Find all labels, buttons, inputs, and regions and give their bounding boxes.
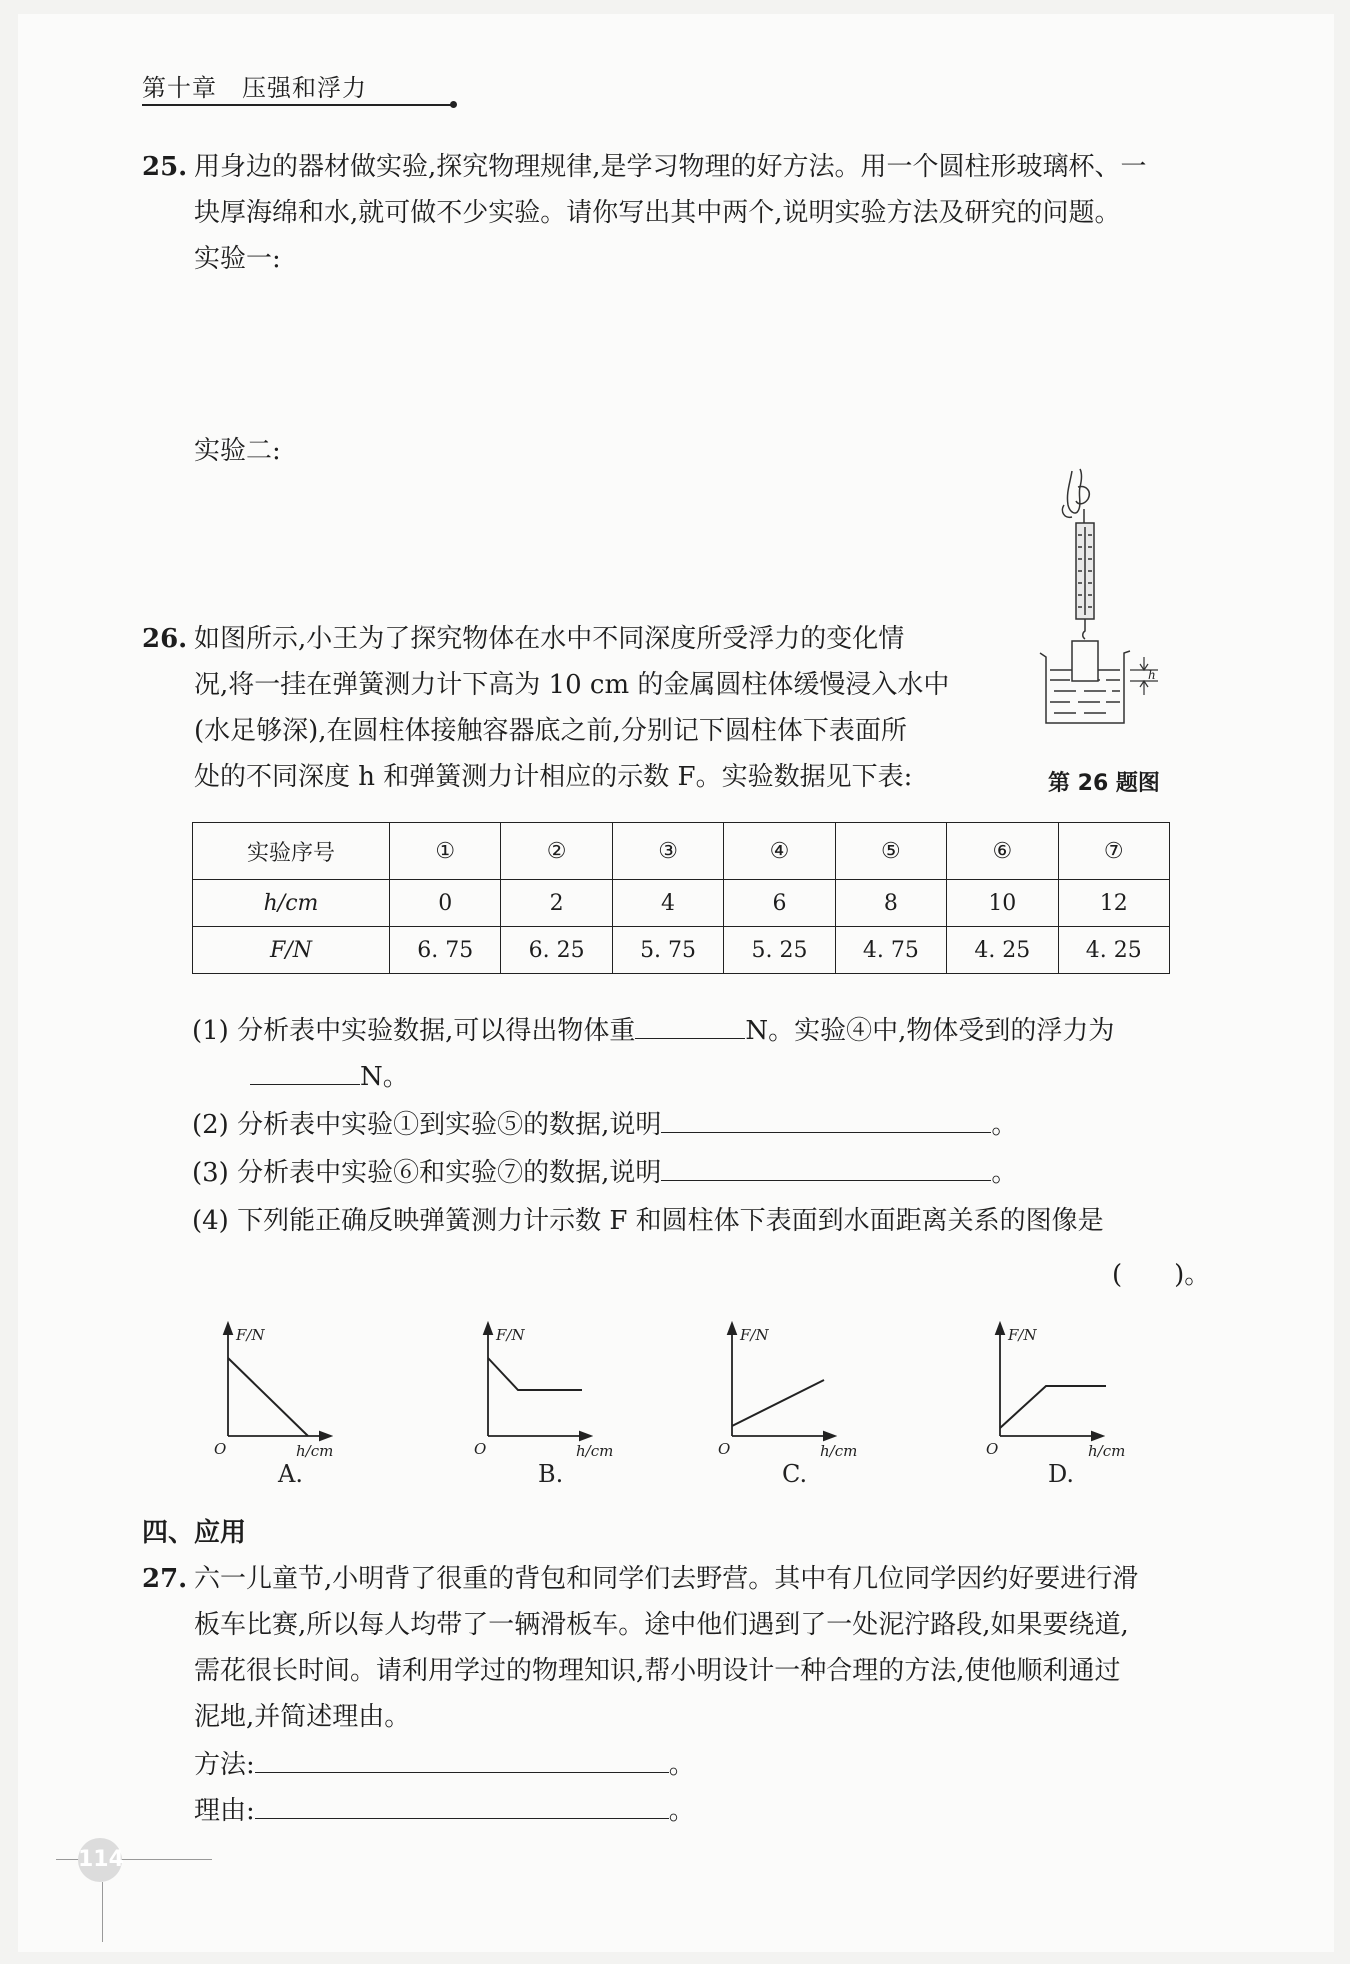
trial-cell: ①	[390, 823, 501, 880]
trial-cell: ⑦	[1058, 823, 1169, 880]
q26-line-3: (水足够深),在圆柱体接触容器底之前,分别记下圆柱体下表面所	[194, 716, 907, 746]
q26-sub3	[192, 1150, 1017, 1196]
q26-sub4: (4) 下列能正确反映弹簧测力计示数 F 和圆柱体下表面到水面距离关系的图像是	[192, 1206, 1104, 1236]
q26-number: 26.	[142, 624, 188, 654]
q26-line-1: 如图所示,小王为了探究物体在水中不同深度所受浮力的变化情	[194, 624, 905, 654]
h-cell: 2	[501, 880, 612, 927]
h-cell: 0	[390, 880, 501, 927]
f-cell: 4. 25	[947, 927, 1058, 974]
q26-sub1-blank-buoyancy[interactable]	[250, 1054, 360, 1085]
f-cell: 5. 75	[612, 927, 723, 974]
q27-method-end: 。	[668, 1750, 695, 1780]
page-number: 114	[78, 1838, 122, 1882]
graph-d-origin: O	[986, 1440, 999, 1458]
row-header-trial: 实验序号	[193, 823, 390, 880]
q26-sub1-part-a: (1) 分析表中实验数据,可以得出物体重	[192, 1016, 636, 1046]
trial-cell: ②	[501, 823, 612, 880]
h-cell: 8	[835, 880, 946, 927]
h-cell: 12	[1058, 880, 1169, 927]
q26-sub3-blank[interactable]	[661, 1150, 991, 1181]
table-row-trial	[193, 823, 1170, 880]
hand-icon	[1062, 469, 1089, 517]
graph-c-y-label: F/N	[740, 1326, 769, 1344]
figure-h-label: h	[1148, 668, 1156, 682]
table-row-h	[193, 880, 1170, 927]
q25-text	[194, 144, 1147, 282]
graph-b-option-label: B.	[538, 1460, 564, 1488]
graph-d[interactable]	[986, 1326, 1125, 1488]
graph-b-y-label: F/N	[496, 1326, 525, 1344]
h-cell: 6	[724, 880, 835, 927]
q26-sub2	[192, 1102, 1017, 1148]
header-rule-dot	[450, 101, 457, 108]
cylinder-icon	[1072, 641, 1098, 681]
q26-figure-caption: 第 26 题图	[1048, 771, 1160, 796]
f-cell: 6. 25	[501, 927, 612, 974]
q26-data-table	[192, 822, 1170, 974]
q26-sub1-blank-weight[interactable]	[635, 1008, 745, 1039]
graph-a-y-label: F/N	[236, 1326, 265, 1344]
section-title: 四、应用	[142, 1518, 247, 1548]
q26-sub1-part-c: N。	[360, 1062, 409, 1092]
graph-a-origin: O	[214, 1440, 227, 1458]
q25-line-2: 块厚海绵和水,就可做不少实验。请你写出其中两个,说明实验方法及研究的问题。	[194, 198, 1121, 228]
q26-line-2: 况,将一挂在弹簧测力计下高为 10 cm 的金属圆柱体缓慢浸入水中	[194, 670, 950, 700]
q27-method-blank[interactable]	[255, 1742, 669, 1773]
trial-cell: ⑥	[947, 823, 1058, 880]
graph-d-option-label: D.	[1048, 1460, 1075, 1488]
q27-line-4: 泥地,并简述理由。	[194, 1702, 411, 1732]
q25-number: 25.	[142, 152, 188, 182]
q27-method-label: 方法:	[194, 1750, 255, 1780]
q26-figure	[1030, 465, 1170, 735]
graph-a-x-label: h/cm	[296, 1442, 334, 1460]
q26-sub2-text: (2) 分析表中实验①到实验⑤的数据,说明	[192, 1110, 662, 1140]
graph-a-option-label: A.	[278, 1460, 303, 1488]
q27-line-2: 板车比赛,所以每人均带了一辆滑板车。途中他们遇到了一处泥泞路段,如果要绕道,	[194, 1610, 1129, 1640]
trial-cell: ⑤	[835, 823, 946, 880]
q26-sub1-line2	[250, 1054, 409, 1100]
h-cell: 4	[612, 880, 723, 927]
q26-sub1-line1	[192, 1008, 1114, 1054]
q27-reason-blank[interactable]	[255, 1788, 669, 1819]
footer-vertical-rule	[102, 1882, 103, 1942]
q26-sub2-blank[interactable]	[661, 1102, 991, 1133]
q27-line-3: 需花很长时间。请利用学过的物理知识,帮小明设计一种合理的方法,使他顺利通过	[194, 1656, 1121, 1686]
row-header-f: F/N	[193, 927, 390, 974]
graph-b[interactable]	[474, 1326, 613, 1488]
q27-line-1: 六一儿童节,小明背了很重的背包和同学们去野营。其中有几位同学因约好要进行滑	[194, 1564, 1139, 1594]
q26-text	[194, 616, 949, 800]
graph-c-origin: O	[718, 1440, 731, 1458]
f-cell: 4. 75	[835, 927, 946, 974]
table-row-f	[193, 927, 1170, 974]
q25-line-1: 用身边的器材做实验,探究物理规律,是学习物理的好方法。用一个圆柱形玻璃杯、一	[194, 152, 1147, 182]
graph-c-option-label: C.	[782, 1460, 808, 1488]
graph-d-x-label: h/cm	[1088, 1442, 1126, 1460]
spring-scale-icon	[1076, 509, 1094, 639]
q26-sub2-end: 。	[991, 1110, 1018, 1140]
q27-reason-label: 理由:	[194, 1796, 255, 1826]
graph-c-x-label: h/cm	[820, 1442, 858, 1460]
q26-line-4: 处的不同深度 h 和弹簧测力计相应的示数 F。实验数据见下表:	[194, 762, 913, 792]
q26-sub4-answer-paren[interactable]: ( )。	[1112, 1260, 1211, 1290]
chapter-header: 第十章 压强和浮力	[142, 74, 367, 102]
q26-sub1-part-b: N。实验④中,物体受到的浮力为	[745, 1016, 1115, 1046]
f-cell: 4. 25	[1058, 927, 1169, 974]
q26-option-graphs	[200, 1318, 1160, 1498]
f-cell: 6. 75	[390, 927, 501, 974]
q26-sub3-text: (3) 分析表中实验⑥和实验⑦的数据,说明	[192, 1158, 662, 1188]
q27-reason	[194, 1788, 695, 1834]
q27-method	[194, 1742, 695, 1788]
trial-cell: ③	[612, 823, 723, 880]
q25-exp1-label: 实验一:	[194, 244, 281, 274]
header-rule	[142, 104, 454, 106]
graph-b-origin: O	[474, 1440, 487, 1458]
h-cell: 10	[947, 880, 1058, 927]
f-cell: 5. 25	[724, 927, 835, 974]
q25-exp2-label: 实验二:	[194, 436, 281, 466]
q27-reason-end: 。	[668, 1796, 695, 1826]
graph-b-x-label: h/cm	[576, 1442, 614, 1460]
row-header-h: h/cm	[193, 880, 390, 927]
graph-c[interactable]	[718, 1326, 857, 1488]
q26-sub3-end: 。	[991, 1158, 1018, 1188]
trial-cell: ④	[724, 823, 835, 880]
graph-d-y-label: F/N	[1008, 1326, 1037, 1344]
q27-number: 27.	[142, 1564, 188, 1594]
q27-text	[194, 1556, 1138, 1740]
graph-a[interactable]	[214, 1326, 333, 1488]
